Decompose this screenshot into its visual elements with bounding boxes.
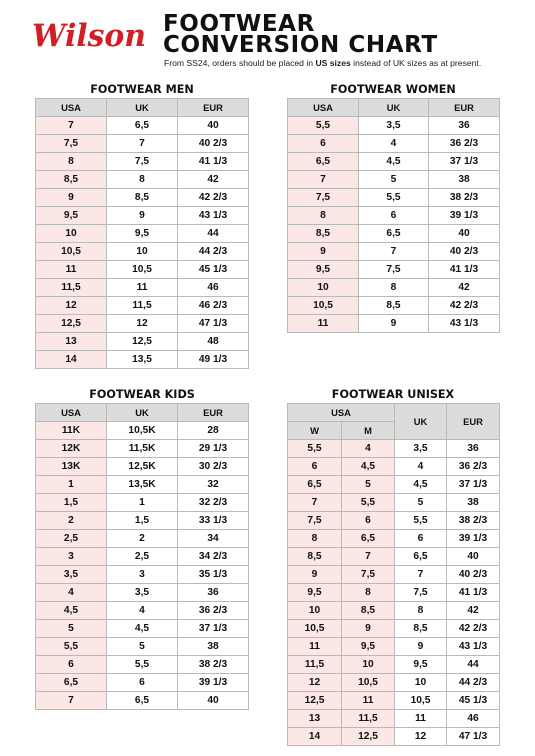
kids-header-eur: EUR: [178, 404, 249, 422]
women-cell-eur: 40: [429, 225, 500, 243]
kids-cell-usa: 4: [36, 584, 107, 602]
unisex-cell-eur: 42: [447, 602, 500, 620]
unisex-cell-uk: 10: [395, 674, 447, 692]
unisex-cell-uk: 8: [395, 602, 447, 620]
women-cell-eur: 40 2/3: [429, 243, 500, 261]
kids-size-row: [36, 548, 249, 566]
unisex-cell-uk: 9,5: [395, 656, 447, 674]
unisex-size-row: [288, 584, 500, 602]
unisex-size-row: [288, 656, 500, 674]
kids-cell-usa: 6: [36, 656, 107, 674]
kids-cell-uk: 5,5: [107, 656, 178, 674]
kids-cell-uk: 5: [107, 638, 178, 656]
unisex-cell-eur: 45 1/3: [447, 692, 500, 710]
men-cell-eur: 40 2/3: [178, 135, 249, 153]
women-cell-eur: 38: [429, 171, 500, 189]
kids-cell-usa: 1,5: [36, 494, 107, 512]
men-cell-uk: 7,5: [107, 153, 178, 171]
men-size-row: [36, 207, 249, 225]
women-size-row: [288, 135, 500, 153]
men-cell-uk: 10: [107, 243, 178, 261]
page-title: [163, 11, 438, 58]
unisex-cell-m: 11,5: [342, 710, 395, 728]
women-header-eur: EUR: [429, 99, 500, 117]
kids-header-row: [36, 404, 249, 422]
unisex-size-row: [288, 674, 500, 692]
women-header-uk: UK: [359, 99, 429, 117]
kids-cell-eur: 38 2/3: [178, 656, 249, 674]
title-line-1: FOOTWEAR: [163, 11, 315, 37]
men-cell-uk: 6,5: [107, 117, 178, 135]
kids-cell-uk: 4: [107, 602, 178, 620]
kids-cell-eur: 33 1/3: [178, 512, 249, 530]
women-cell-uk: 5: [359, 171, 429, 189]
women-cell-uk: 4,5: [359, 153, 429, 171]
women-cell-uk: 8: [359, 279, 429, 297]
unisex-cell-m: 6: [342, 512, 395, 530]
women-cell-usa: 5,5: [288, 117, 359, 135]
unisex-cell-eur: 43 1/3: [447, 638, 500, 656]
men-cell-usa: 12,5: [36, 315, 107, 333]
women-cell-usa: 10,5: [288, 297, 359, 315]
unisex-cell-eur: 44: [447, 656, 500, 674]
unisex-cell-m: 8: [342, 584, 395, 602]
unisex-cell-eur: 44 2/3: [447, 674, 500, 692]
men-cell-usa: 14: [36, 351, 107, 369]
men-cell-usa: 7: [36, 117, 107, 135]
kids-size-row: [36, 530, 249, 548]
kids-cell-eur: 28: [178, 422, 249, 440]
unisex-cell-m: 11: [342, 692, 395, 710]
unisex-cell-uk: 10,5: [395, 692, 447, 710]
men-cell-usa: 9: [36, 189, 107, 207]
men-cell-uk: 13,5: [107, 351, 178, 369]
women-body: [288, 117, 500, 333]
unisex-cell-m: 10: [342, 656, 395, 674]
note-text-after: instead of UK sizes as at present.: [350, 58, 482, 68]
women-cell-uk: 7,5: [359, 261, 429, 279]
unisex-cell-eur: 38 2/3: [447, 512, 500, 530]
women-cell-usa: 7: [288, 171, 359, 189]
unisex-size-row: [288, 494, 500, 512]
men-cell-uk: 11,5: [107, 297, 178, 315]
men-cell-uk: 12: [107, 315, 178, 333]
men-size-row: [36, 297, 249, 315]
men-size-row: [36, 351, 249, 369]
men-cell-usa: 13: [36, 333, 107, 351]
women-size-row: [288, 189, 500, 207]
men-header-uk: UK: [107, 99, 178, 117]
women-size-row: [288, 117, 500, 135]
unisex-cell-w: 7: [288, 494, 342, 512]
kids-cell-eur: 36: [178, 584, 249, 602]
unisex-cell-eur: 42 2/3: [447, 620, 500, 638]
women-size-row: [288, 243, 500, 261]
men-cell-uk: 9,5: [107, 225, 178, 243]
men-cell-uk: 8,5: [107, 189, 178, 207]
women-cell-usa: 9,5: [288, 261, 359, 279]
men-size-row: [36, 279, 249, 297]
unisex-cell-uk: 6: [395, 530, 447, 548]
kids-cell-eur: 32: [178, 476, 249, 494]
kids-cell-usa: 4,5: [36, 602, 107, 620]
unisex-cell-w: 11: [288, 638, 342, 656]
unisex-cell-uk: 7,5: [395, 584, 447, 602]
unisex-cell-uk: 5: [395, 494, 447, 512]
unisex-cell-w: 14: [288, 728, 342, 746]
kids-size-table: [35, 403, 249, 710]
men-cell-eur: 44 2/3: [178, 243, 249, 261]
women-size-row: [288, 225, 500, 243]
unisex-cell-m: 10,5: [342, 674, 395, 692]
unisex-cell-w: 6,5: [288, 476, 342, 494]
unisex-cell-w: 12,5: [288, 692, 342, 710]
men-cell-usa: 8,5: [36, 171, 107, 189]
kids-cell-eur: 36 2/3: [178, 602, 249, 620]
kids-cell-uk: 3: [107, 566, 178, 584]
unisex-header-uk: UK: [395, 404, 447, 440]
kids-cell-uk: 3,5: [107, 584, 178, 602]
unisex-size-row: [288, 728, 500, 746]
women-size-row: [288, 171, 500, 189]
kids-cell-uk: 10,5K: [107, 422, 178, 440]
unisex-cell-w: 9: [288, 566, 342, 584]
unisex-size-row: [288, 512, 500, 530]
unisex-size-row: [288, 638, 500, 656]
kids-cell-uk: 13,5K: [107, 476, 178, 494]
unisex-size-row: [288, 602, 500, 620]
women-size-table: [287, 98, 500, 333]
unisex-size-row: [288, 530, 500, 548]
kids-cell-usa: 5,5: [36, 638, 107, 656]
women-cell-usa: 7,5: [288, 189, 359, 207]
women-cell-uk: 4: [359, 135, 429, 153]
unisex-cell-eur: 46: [447, 710, 500, 728]
men-cell-uk: 10,5: [107, 261, 178, 279]
women-cell-eur: 38 2/3: [429, 189, 500, 207]
unisex-cell-w: 10: [288, 602, 342, 620]
unisex-cell-m: 5: [342, 476, 395, 494]
women-size-row: [288, 297, 500, 315]
men-cell-usa: 9,5: [36, 207, 107, 225]
unisex-cell-eur: 40 2/3: [447, 566, 500, 584]
men-cell-eur: 48: [178, 333, 249, 351]
unisex-cell-m: 8,5: [342, 602, 395, 620]
women-cell-usa: 8: [288, 207, 359, 225]
kids-size-row: [36, 494, 249, 512]
kids-cell-uk: 2: [107, 530, 178, 548]
unisex-cell-w: 8: [288, 530, 342, 548]
kids-cell-uk: 6: [107, 674, 178, 692]
kids-cell-eur: 40: [178, 692, 249, 710]
men-size-row: [36, 333, 249, 351]
men-cell-usa: 12: [36, 297, 107, 315]
women-cell-uk: 5,5: [359, 189, 429, 207]
kids-cell-uk: 2,5: [107, 548, 178, 566]
unisex-size-table: [287, 403, 500, 746]
men-size-row: [36, 261, 249, 279]
unisex-cell-m: 4,5: [342, 458, 395, 476]
men-section-title: FOOTWEAR MEN: [90, 83, 194, 96]
wilson-wordmark: Wilson: [32, 18, 146, 54]
kids-cell-uk: 11,5K: [107, 440, 178, 458]
note-text-bold: US sizes: [315, 58, 351, 68]
kids-cell-uk: 12,5K: [107, 458, 178, 476]
unisex-cell-uk: 9: [395, 638, 447, 656]
men-cell-uk: 9: [107, 207, 178, 225]
unisex-header-usa: USA: [288, 404, 395, 422]
unisex-cell-w: 6: [288, 458, 342, 476]
women-cell-eur: 42 2/3: [429, 297, 500, 315]
unisex-cell-m: 12,5: [342, 728, 395, 746]
men-cell-uk: 12,5: [107, 333, 178, 351]
men-cell-eur: 42: [178, 171, 249, 189]
kids-cell-usa: 2,5: [36, 530, 107, 548]
men-size-row: [36, 117, 249, 135]
women-cell-usa: 8,5: [288, 225, 359, 243]
kids-size-row: [36, 620, 249, 638]
women-cell-uk: 3,5: [359, 117, 429, 135]
unisex-cell-eur: 41 1/3: [447, 584, 500, 602]
unisex-cell-w: 13: [288, 710, 342, 728]
women-cell-uk: 6: [359, 207, 429, 225]
unisex-cell-uk: 6,5: [395, 548, 447, 566]
men-header-eur: EUR: [178, 99, 249, 117]
unisex-cell-m: 6,5: [342, 530, 395, 548]
men-cell-eur: 44: [178, 225, 249, 243]
kids-size-row: [36, 476, 249, 494]
kids-cell-usa: 6,5: [36, 674, 107, 692]
unisex-cell-w: 8,5: [288, 548, 342, 566]
men-size-row: [36, 243, 249, 261]
men-cell-usa: 10,5: [36, 243, 107, 261]
kids-cell-eur: 30 2/3: [178, 458, 249, 476]
unisex-cell-uk: 8,5: [395, 620, 447, 638]
men-cell-eur: 49 1/3: [178, 351, 249, 369]
kids-cell-uk: 1,5: [107, 512, 178, 530]
unisex-cell-eur: 36: [447, 440, 500, 458]
women-cell-eur: 43 1/3: [429, 315, 500, 333]
unisex-cell-w: 7,5: [288, 512, 342, 530]
kids-size-row: [36, 584, 249, 602]
women-size-row: [288, 279, 500, 297]
men-header-usa: USA: [36, 99, 107, 117]
men-cell-eur: 47 1/3: [178, 315, 249, 333]
kids-cell-uk: 6,5: [107, 692, 178, 710]
kids-cell-usa: 3: [36, 548, 107, 566]
women-cell-uk: 6,5: [359, 225, 429, 243]
unisex-cell-eur: 47 1/3: [447, 728, 500, 746]
unisex-cell-eur: 37 1/3: [447, 476, 500, 494]
men-size-row: [36, 171, 249, 189]
unisex-cell-uk: 11: [395, 710, 447, 728]
women-size-row: [288, 261, 500, 279]
kids-size-row: [36, 440, 249, 458]
women-cell-usa: 11: [288, 315, 359, 333]
women-header-usa: USA: [288, 99, 359, 117]
unisex-cell-m: 4: [342, 440, 395, 458]
ordering-note: [164, 58, 481, 68]
kids-section-title: FOOTWEAR KIDS: [89, 388, 195, 401]
kids-cell-uk: 4,5: [107, 620, 178, 638]
unisex-header-eur: EUR: [447, 404, 500, 440]
kids-header-uk: UK: [107, 404, 178, 422]
unisex-cell-m: 7: [342, 548, 395, 566]
unisex-cell-w: 5,5: [288, 440, 342, 458]
women-cell-uk: 9: [359, 315, 429, 333]
women-cell-eur: 42: [429, 279, 500, 297]
men-body: [36, 117, 249, 369]
title-line-2: CONVERSION CHART: [163, 32, 438, 58]
kids-cell-usa: 7: [36, 692, 107, 710]
men-size-row: [36, 135, 249, 153]
unisex-cell-m: 5,5: [342, 494, 395, 512]
kids-cell-usa: 13K: [36, 458, 107, 476]
unisex-cell-m: 9: [342, 620, 395, 638]
women-cell-usa: 6,5: [288, 153, 359, 171]
men-cell-eur: 41 1/3: [178, 153, 249, 171]
men-cell-eur: 45 1/3: [178, 261, 249, 279]
kids-cell-usa: 2: [36, 512, 107, 530]
unisex-size-row: [288, 548, 500, 566]
unisex-cell-w: 10,5: [288, 620, 342, 638]
women-cell-usa: 6: [288, 135, 359, 153]
men-cell-usa: 8: [36, 153, 107, 171]
women-size-row: [288, 207, 500, 225]
women-size-row: [288, 315, 500, 333]
unisex-size-row: [288, 620, 500, 638]
men-cell-eur: 43 1/3: [178, 207, 249, 225]
women-cell-uk: 8,5: [359, 297, 429, 315]
unisex-cell-w: 12: [288, 674, 342, 692]
unisex-cell-eur: 38: [447, 494, 500, 512]
kids-size-row: [36, 566, 249, 584]
note-text-before: From SS24, orders should be placed in: [164, 58, 316, 68]
unisex-size-row: [288, 566, 500, 584]
unisex-cell-uk: 4: [395, 458, 447, 476]
unisex-cell-w: 11,5: [288, 656, 342, 674]
men-size-row: [36, 225, 249, 243]
kids-size-row: [36, 638, 249, 656]
wilson-logo: [30, 10, 148, 58]
unisex-size-row: [288, 440, 500, 458]
kids-cell-eur: 32 2/3: [178, 494, 249, 512]
kids-header-usa: USA: [36, 404, 107, 422]
women-cell-eur: 36 2/3: [429, 135, 500, 153]
kids-size-row: [36, 674, 249, 692]
unisex-cell-eur: 36 2/3: [447, 458, 500, 476]
women-cell-uk: 7: [359, 243, 429, 261]
unisex-size-row: [288, 476, 500, 494]
kids-cell-uk: 1: [107, 494, 178, 512]
unisex-header-row-1: [288, 404, 500, 422]
men-header-row: [36, 99, 249, 117]
unisex-cell-eur: 39 1/3: [447, 530, 500, 548]
kids-cell-eur: 35 1/3: [178, 566, 249, 584]
women-cell-usa: 9: [288, 243, 359, 261]
kids-cell-usa: 11K: [36, 422, 107, 440]
women-cell-eur: 36: [429, 117, 500, 135]
kids-size-row: [36, 692, 249, 710]
unisex-header-w: W: [288, 422, 342, 440]
men-cell-eur: 42 2/3: [178, 189, 249, 207]
men-cell-usa: 11: [36, 261, 107, 279]
kids-cell-usa: 12K: [36, 440, 107, 458]
men-cell-eur: 46: [178, 279, 249, 297]
men-size-table: [35, 98, 249, 369]
men-cell-eur: 40: [178, 117, 249, 135]
unisex-cell-uk: 5,5: [395, 512, 447, 530]
women-size-row: [288, 153, 500, 171]
kids-cell-eur: 34 2/3: [178, 548, 249, 566]
unisex-size-row: [288, 458, 500, 476]
men-size-row: [36, 153, 249, 171]
unisex-cell-m: 7,5: [342, 566, 395, 584]
women-section-title: FOOTWEAR WOMEN: [330, 83, 456, 96]
kids-size-row: [36, 602, 249, 620]
men-cell-uk: 8: [107, 171, 178, 189]
men-size-row: [36, 315, 249, 333]
unisex-cell-uk: 12: [395, 728, 447, 746]
kids-cell-eur: 39 1/3: [178, 674, 249, 692]
women-cell-eur: 37 1/3: [429, 153, 500, 171]
unisex-cell-uk: 3,5: [395, 440, 447, 458]
kids-cell-eur: 37 1/3: [178, 620, 249, 638]
men-cell-usa: 7,5: [36, 135, 107, 153]
men-cell-usa: 10: [36, 225, 107, 243]
men-cell-eur: 46 2/3: [178, 297, 249, 315]
kids-cell-eur: 29 1/3: [178, 440, 249, 458]
men-cell-usa: 11,5: [36, 279, 107, 297]
women-header-row: [288, 99, 500, 117]
kids-cell-usa: 1: [36, 476, 107, 494]
unisex-cell-w: 9,5: [288, 584, 342, 602]
men-size-row: [36, 189, 249, 207]
men-cell-uk: 11: [107, 279, 178, 297]
unisex-section-title: FOOTWEAR UNISEX: [331, 388, 455, 401]
men-cell-uk: 7: [107, 135, 178, 153]
unisex-size-row: [288, 710, 500, 728]
kids-cell-eur: 34: [178, 530, 249, 548]
unisex-cell-m: 9,5: [342, 638, 395, 656]
women-cell-eur: 41 1/3: [429, 261, 500, 279]
kids-size-row: [36, 422, 249, 440]
women-cell-usa: 10: [288, 279, 359, 297]
unisex-cell-uk: 7: [395, 566, 447, 584]
unisex-header-m: M: [342, 422, 395, 440]
unisex-body: [288, 440, 500, 746]
kids-size-row: [36, 458, 249, 476]
kids-cell-eur: 38: [178, 638, 249, 656]
unisex-cell-eur: 40: [447, 548, 500, 566]
unisex-cell-uk: 4,5: [395, 476, 447, 494]
kids-cell-usa: 3,5: [36, 566, 107, 584]
women-cell-eur: 39 1/3: [429, 207, 500, 225]
kids-cell-usa: 5: [36, 620, 107, 638]
kids-size-row: [36, 656, 249, 674]
kids-size-row: [36, 512, 249, 530]
unisex-size-row: [288, 692, 500, 710]
kids-body: [36, 422, 249, 710]
